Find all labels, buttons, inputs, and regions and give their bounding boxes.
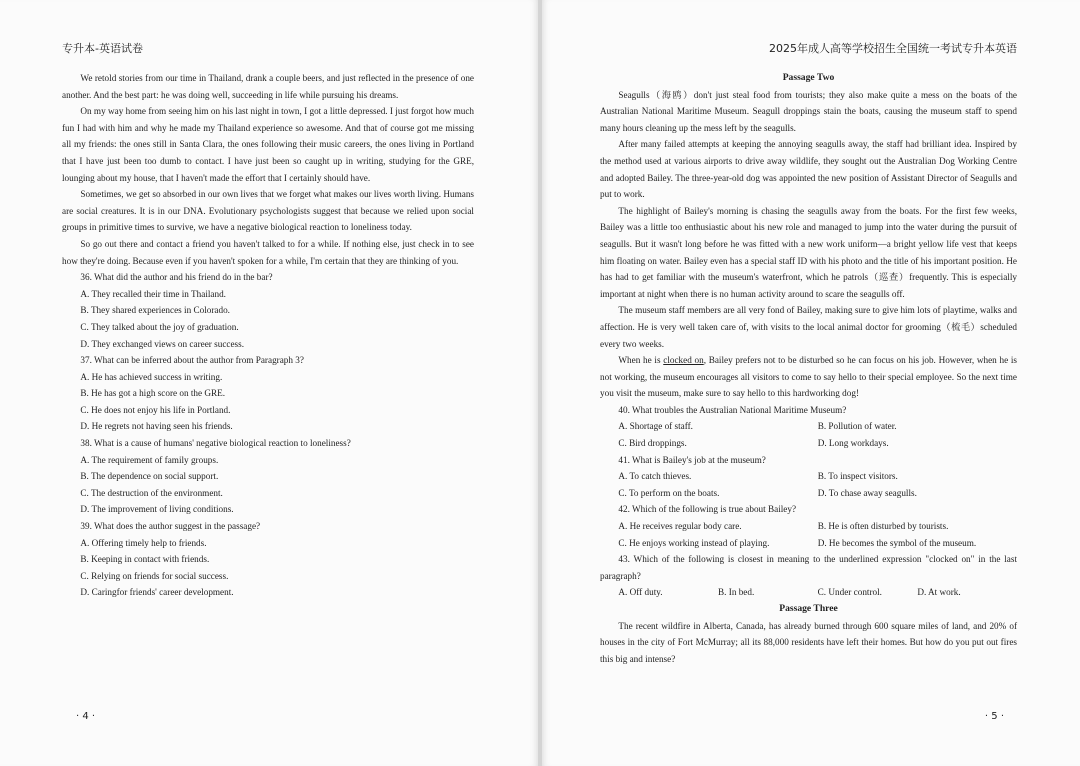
answer-option: C. Relying on friends for social success. — [80, 570, 229, 581]
question-37 — [62, 352, 474, 435]
paragraph: The museum staff members are all very fond of Bailey, making sure to give him lots of playtime, walks and affection. He is very well taken care of, with visits to the local animal doctor for grooming（梳毛）scheduled every two weeks. — [600, 305, 1017, 349]
answer-option: B. He has got a high score on the GRE. — [80, 388, 226, 399]
question-stem: 38. What is a cause of humans' negative biological reaction to loneliness? — [80, 438, 351, 449]
question-40 — [600, 402, 1017, 452]
answer-option: B. Keeping in contact with friends. — [80, 554, 210, 565]
answer-option: D. He regrets not having seen his friends. — [80, 421, 233, 432]
question-stem: 40. What troubles the Australian National Maritime Museum? — [618, 404, 847, 415]
answer-option: C. He does not enjoy his life in Portland. — [80, 404, 231, 415]
answer-option: C. Under control. — [817, 587, 882, 598]
answer-option: B. The dependence on social support. — [80, 471, 219, 482]
left-page — [0, 0, 538, 766]
page-header: 2025年成人高等学校招生全国统一考试专升本英语 — [769, 42, 1017, 55]
right-page — [542, 0, 1080, 766]
paragraph: After many failed attempts at keeping the annoying seagulls away, the staff had brilliant idea. Inspired by the method used at various airports to drive away wildlife, they sought out the Australian Dog Working Centre and adopted Bailey. The three-year-old dog was appointed the new position of Assistant Director of Seagulls and put to work. — [600, 139, 1017, 200]
answer-option: B. To inspect visitors. — [817, 471, 898, 482]
answer-option: D. Long workdays. — [817, 438, 889, 449]
underlined-expression: clocked on — [663, 355, 704, 366]
answer-option: A. They recalled their time in Thailand. — [80, 288, 226, 299]
answer-option: C. To perform on the boats. — [618, 487, 720, 498]
answer-option: C. The destruction of the environment. — [80, 487, 223, 498]
answer-option: C. He enjoys working instead of playing. — [618, 537, 770, 548]
question-42 — [600, 501, 1017, 551]
answer-option: A. Off duty. — [618, 587, 663, 598]
question-stem: 37. What can be inferred about the author from Paragraph 3? — [80, 355, 304, 366]
page-number: · 4 · — [76, 711, 96, 722]
answer-option: A. He has achieved success in writing. — [80, 371, 223, 382]
page-header: 专升本-英语试卷 — [62, 42, 143, 55]
page-number: · 5 · — [984, 711, 1004, 722]
question-41 — [600, 452, 1017, 502]
passage-title: Passage Two — [782, 72, 835, 83]
question-stem: 42. Which of the following is true about Bailey? — [618, 504, 797, 515]
answer-option: D. The improvement of living conditions. — [80, 504, 234, 515]
text-span: When he is — [618, 355, 664, 366]
paragraph — [600, 352, 1017, 402]
paragraph: On my way home from seeing him on his last night in town, I got a little depressed. I just forgot how much fun I had with him and why he made my Thailand experience so awesome. And that of course got me missing all my friends: the ones still in Santa Clara, the ones following their music careers, the ones living in Portland that I have just been too dumb to contact. I have just been so caught up in writing, studying for the GRE, lounging about my house, that I haven't made the effort that I certainly should have. — [62, 106, 474, 183]
question-36 — [62, 269, 474, 352]
paragraph: The recent wildfire in Alberta, Canada, has already burned through 600 square miles of land, and 20% of houses in the city of Fort McMurray; all its 88,000 residents have left their homes. But how do you put out fires this big and intense? — [600, 620, 1017, 664]
question-stem: 36. What did the author and his friend do in the bar? — [80, 272, 273, 283]
paragraph: Sometimes, we get so absorbed in our own lives that we forget what makes our lives worth living. Humans are social creatures. It is in our DNA. Evolutionary psychologists suggest that because we relied upon social groups in primitive times to survive, we have a negative biological reaction to loneliness today. — [62, 189, 474, 233]
question-stem: 43. Which of the following is closest in meaning to the underlined expression "clocked on" in the last paragraph? — [600, 554, 1017, 581]
answer-option: C. Bird droppings. — [618, 438, 687, 449]
paragraph: We retold stories from our time in Thailand, drank a couple beers, and just reflected in the presence of one another. And the best part: he was doing well, succeeding in life while pursuing his dreams. — [62, 73, 474, 100]
answer-option: D. Caringfor friends' career development. — [80, 587, 234, 598]
answer-option: C. They talked about the joy of graduation. — [80, 321, 239, 332]
paragraph: So go out there and contact a friend you haven't talked to for a while. If nothing else, just check in to see how they're doing. Because even if you haven't spoken for a while, I'm certain that they are thinking of you. — [62, 238, 474, 266]
question-stem: 39. What does the author suggest in the passage? — [80, 521, 261, 532]
answer-option: B. Pollution of water. — [817, 421, 897, 432]
answer-option: D. They exchanged views on career success. — [80, 338, 244, 349]
paragraph: The highlight of Bailey's morning is chasing the seagulls away from the boats. For the first few weeks, Bailey was a little too enthusiastic about his new role and managed to jump into the water during the pursuit of seagulls. But it wasn't long before he was fitted with a new work uniform—a bright yellow life vest that keeps him floating on water. Bailey even has a special staff ID with his photo and the title of his important position. He has had to get familiar with the museum's waterfront, which he patrols（巡查）frequently. This is especially important at night when there is no human activity around to scare the seagulls off. — [600, 205, 1017, 299]
answer-option: D. He becomes the symbol of the museum. — [817, 537, 977, 548]
text-span: , Bailey prefers not to be disturbed so he can focus on his job. However, when he is not working, the museum encourages all visitors to come to say hello to their special employee. So the next time you visit the museum, make sure to say hello to this hardworking dog! — [600, 355, 1017, 399]
answer-option: A. Shortage of staff. — [618, 421, 693, 432]
answer-option: B. In bed. — [718, 587, 755, 598]
question-39 — [62, 518, 474, 601]
question-stem: 41. What is Bailey's job at the museum? — [618, 454, 766, 465]
answer-option: A. Offering timely help to friends. — [80, 537, 207, 548]
passage-title: Passage Three — [779, 603, 838, 614]
question-43 — [600, 551, 1017, 601]
answer-option: D. At work. — [917, 587, 961, 598]
answer-option: A. The requirement of family groups. — [80, 454, 219, 465]
question-38 — [62, 435, 474, 518]
answer-option: B. He is often disturbed by tourists. — [817, 521, 949, 532]
answer-option: A. To catch thieves. — [618, 471, 692, 482]
paragraph: Seagulls（海鸥）don't just steal food from tourists; they also make quite a mess on the boats of the Australian National Maritime Museum. Seagull droppings stain the boats, causing the museum staff to spend many hours cleaning up the mess left by the seagulls. — [600, 89, 1017, 133]
answer-option: B. They shared experiences in Colorado. — [80, 305, 230, 316]
answer-option: D. To chase away seagulls. — [817, 487, 917, 498]
answer-option: A. He receives regular body care. — [618, 521, 742, 532]
